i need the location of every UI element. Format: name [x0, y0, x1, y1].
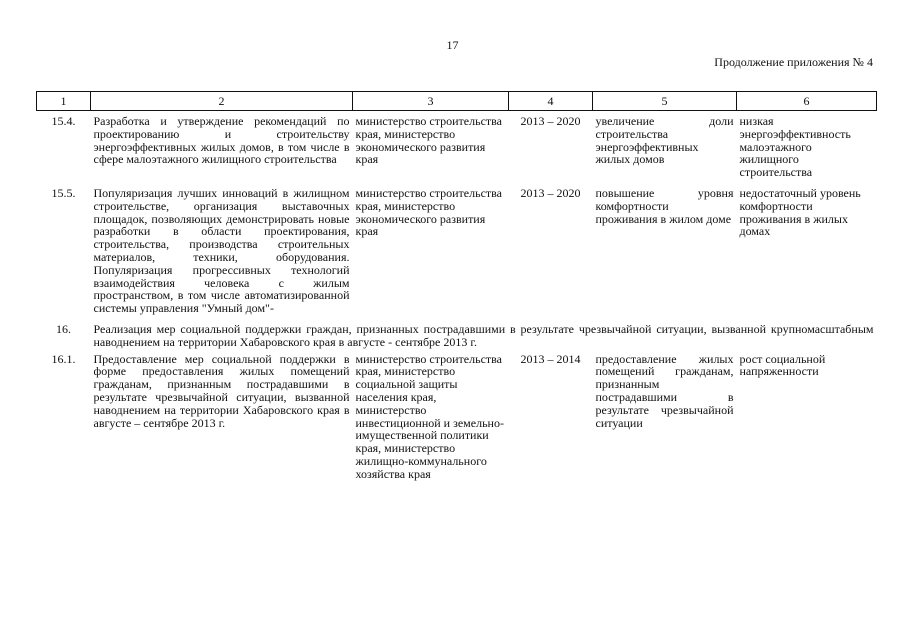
- measure-cell: Разработка и утверждение рекомендаций по проектированию и строительству энергоэффективных жилых домов, в том числе в сфере малоэтажного жилищного строительства: [93, 114, 350, 167]
- row-number: 15.5.: [51, 185, 76, 200]
- executor-cell: министерство строительства края, министерство социальной защиты населения края, министерство инвестиционной и земельно-имущественной политики края, министерство жилищно-коммунального хозяйства края: [355, 351, 504, 481]
- column-header: 6: [737, 92, 877, 111]
- row-number: 15.4.: [51, 114, 76, 128]
- consequence-cell: низкая энергоэффективность малоэтажного жилищного строительства: [739, 114, 851, 180]
- table-row: [37, 179, 877, 315]
- result-cell: повышение уровня комфортности проживания в жилом доме: [595, 185, 734, 226]
- period-cell: 2013 – 2020: [520, 185, 581, 200]
- result-cell: увеличение доли строительства энергоэффективных жилых домов: [595, 114, 734, 167]
- period-cell: 2013 – 2020: [520, 114, 581, 128]
- measures-table: [36, 91, 877, 481]
- continuation-label: Продолжение приложения № 4: [714, 55, 873, 69]
- consequence-cell: недостаточный уровень комфортности проживания в жилых домах: [739, 185, 861, 239]
- column-header: 1: [37, 92, 91, 111]
- column-header: 3: [353, 92, 509, 111]
- column-header: 2: [91, 92, 353, 111]
- measure-cell: Предоставление мер социальной поддержки в форме предоставления жилых помещений гражданам, признанным пострадавшими в результате чрезвычайной ситуации, вызванной наводнением на территории Хабаровского края в августе – сентябре 2013 г.: [93, 351, 350, 430]
- executor-cell: министерство строительства края, министерство экономического развития края: [355, 185, 502, 239]
- executor-cell: министерство строительства края, министерство экономического развития края: [355, 114, 502, 167]
- section-heading: Реализация мер социальной поддержки граждан, признанных пострадавшими в результате чрезвычайной ситуации, вызванной крупномасштабным наводнением на территории Хабаровского края в августе - сентябре 2013 г.: [93, 321, 874, 349]
- table-row: [37, 111, 877, 179]
- column-header: 5: [593, 92, 737, 111]
- measure-cell: Популяризация лучших инноваций в жилищном строительстве, организация выставочных площадок, позволяющих демонстрировать новые разработки в области проектирования, строительства, производства строительных материалов, техники, оборудования. Популяризация прогрессивных технологий взаимодействия человека с жилым пространством, в том числе автоматизированной системы управления "Умный дом"-: [93, 185, 350, 316]
- column-header: 4: [509, 92, 593, 111]
- row-number: 16.: [56, 321, 71, 336]
- result-cell: предоставление жилых помещений гражданам, признанным пострадавшими в результате чрезвычайной ситуации: [595, 351, 734, 430]
- table-row: [37, 349, 877, 481]
- page-number: 17: [446, 38, 459, 52]
- table-row-section: [37, 315, 877, 349]
- row-number: 16.1.: [51, 351, 76, 366]
- table-header: [37, 92, 877, 111]
- period-cell: 2013 – 2014: [520, 351, 581, 366]
- consequence-cell: рост социальной напряженности: [739, 351, 826, 379]
